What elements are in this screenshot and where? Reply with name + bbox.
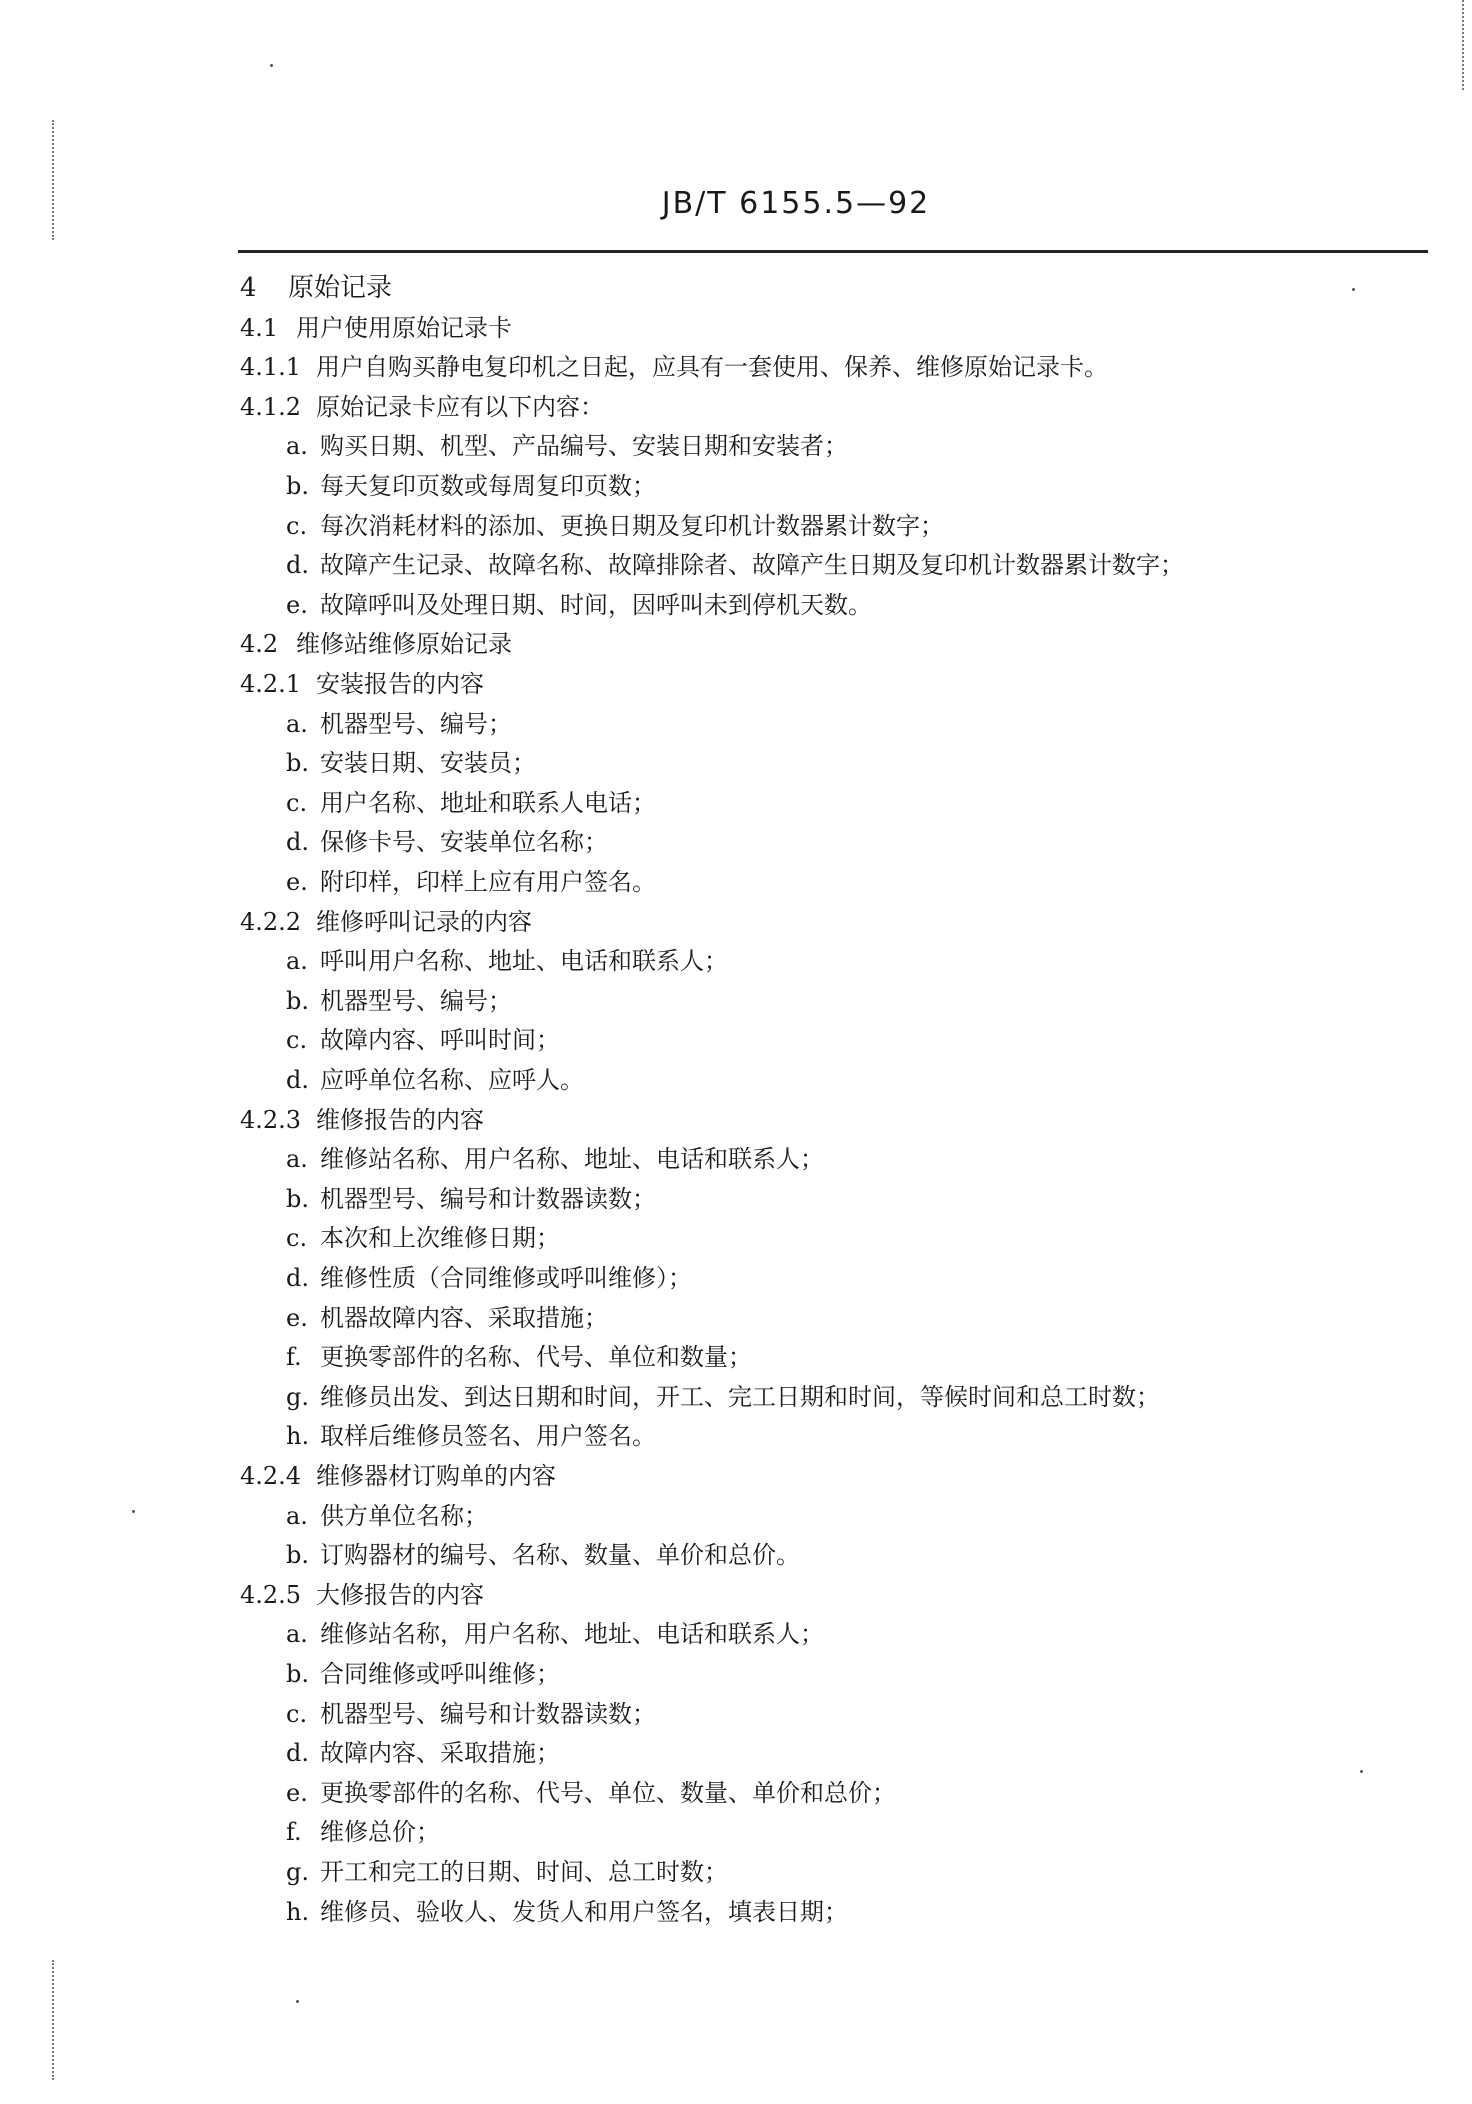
item-number: 4.1 xyxy=(240,314,279,342)
section-heading xyxy=(240,1575,484,1615)
item-text: 每天复印页数或每周复印页数； xyxy=(320,472,656,500)
item-text: 安装报告的内容 xyxy=(316,670,484,698)
scan-speck xyxy=(132,1510,135,1513)
item-number: d. xyxy=(286,1739,309,1767)
item-text: 附印样，印样上应有用户签名。 xyxy=(320,868,656,896)
item-text: 维修站名称，用户名称、地址、电话和联系人； xyxy=(320,1620,824,1648)
item-number: e. xyxy=(286,1304,308,1332)
item-text: 机器型号、编号； xyxy=(320,987,512,1015)
item-text: 机器故障内容、采取措施； xyxy=(320,1304,608,1332)
item-text: 机器型号、编号和计数器读数； xyxy=(320,1185,656,1213)
item-number: b. xyxy=(286,1660,309,1688)
list-item xyxy=(286,822,608,862)
list-item xyxy=(286,1416,656,1456)
item-number: 4.1.2 xyxy=(240,393,302,421)
list-item xyxy=(286,1377,1160,1417)
item-text: 购买日期、机型、产品编号、安装日期和安装者； xyxy=(320,432,848,460)
item-text: 用户使用原始记录卡 xyxy=(296,314,512,342)
list-item xyxy=(286,1614,824,1654)
item-text: 故障内容、呼叫时间； xyxy=(320,1026,560,1054)
item-number: d. xyxy=(286,828,309,856)
item-number: 4.2.4 xyxy=(240,1462,302,1490)
list-item xyxy=(286,1535,800,1575)
item-text: 原始记录卡应有以下内容： xyxy=(316,393,604,421)
item-number: d. xyxy=(286,551,309,579)
item-number: 4.2 xyxy=(240,630,279,658)
item-text: 每次消耗材料的添加、更换日期及复印机计数器累计数字； xyxy=(320,512,944,540)
list-item xyxy=(286,426,848,466)
list-item xyxy=(286,1852,728,1892)
item-number: 4.2.1 xyxy=(240,670,302,698)
list-item xyxy=(286,941,728,981)
list-item xyxy=(286,1733,560,1773)
list-item xyxy=(286,1892,848,1932)
item-number: 4.2.5 xyxy=(240,1581,302,1609)
item-text: 机器型号、编号； xyxy=(320,710,512,738)
scan-edge-marks xyxy=(52,1960,56,2080)
item-number: c. xyxy=(286,1700,308,1728)
item-number: a. xyxy=(286,1620,308,1648)
scan-speck xyxy=(270,64,273,67)
item-number: h. xyxy=(286,1422,310,1450)
item-number: d. xyxy=(286,1066,309,1094)
scan-edge-marks xyxy=(52,120,56,240)
list-item xyxy=(286,1298,608,1338)
item-number: b. xyxy=(286,1541,309,1569)
item-text: 机器型号、编号和计数器读数； xyxy=(320,1700,656,1728)
item-number: d. xyxy=(286,1264,309,1292)
list-item xyxy=(286,1496,488,1536)
item-text: 维修员、验收人、发货人和用户签名，填表日期； xyxy=(320,1898,848,1926)
item-number: b. xyxy=(286,749,309,777)
list-item xyxy=(286,704,512,744)
item-text: 呼叫用户名称、地址、电话和联系人； xyxy=(320,947,728,975)
item-number: c. xyxy=(286,789,308,817)
item-number: 4 xyxy=(240,273,257,303)
item-number: e. xyxy=(286,591,308,619)
list-item xyxy=(286,981,512,1021)
section-heading xyxy=(240,347,1108,387)
item-number: g. xyxy=(286,1383,309,1411)
item-text: 维修器材订购单的内容 xyxy=(316,1462,556,1490)
item-number: c. xyxy=(286,1224,308,1252)
item-text: 合同维修或呼叫维修； xyxy=(320,1660,560,1688)
section-heading xyxy=(240,664,484,704)
item-text: 维修站维修原始记录 xyxy=(296,630,512,658)
item-text: 故障呼叫及处理日期、时间，因呼叫未到停机天数。 xyxy=(320,591,872,619)
item-text: 维修总价； xyxy=(320,1818,440,1846)
item-text: 故障内容、采取措施； xyxy=(320,1739,560,1767)
item-text: 供方单位名称； xyxy=(320,1502,488,1530)
section-heading xyxy=(240,1456,556,1496)
item-number: 4.2.2 xyxy=(240,908,302,936)
list-item xyxy=(286,743,536,783)
item-text: 开工和完工的日期、时间、总工时数； xyxy=(320,1858,728,1886)
item-text: 应呼单位名称、应呼人。 xyxy=(320,1066,584,1094)
item-number: b. xyxy=(286,987,309,1015)
list-item xyxy=(286,1179,656,1219)
list-item xyxy=(286,862,656,902)
item-text: 原始记录 xyxy=(288,273,393,303)
item-number: f. xyxy=(286,1818,302,1846)
list-item xyxy=(286,506,944,546)
item-number: c. xyxy=(286,1026,308,1054)
item-number: a. xyxy=(286,1502,308,1530)
section-heading xyxy=(240,268,392,308)
list-item xyxy=(286,1654,560,1694)
item-number: 4.1.1 xyxy=(240,353,302,381)
item-text: 维修站名称、用户名称、地址、电话和联系人； xyxy=(320,1145,824,1173)
header-rule xyxy=(238,250,1428,253)
list-item xyxy=(286,466,656,506)
item-number: f. xyxy=(286,1343,302,1371)
item-number: b. xyxy=(286,1185,309,1213)
list-item xyxy=(286,1812,440,1852)
item-number: e. xyxy=(286,1779,308,1807)
item-text: 更换零部件的名称、代号、单位和数量； xyxy=(320,1343,752,1371)
item-text: 安装日期、安装员； xyxy=(320,749,536,777)
item-text: 故障产生记录、故障名称、故障排除者、故障产生日期及复印机计数器累计数字； xyxy=(320,551,1184,579)
standard-code-header: JB/T 6155.5—92 xyxy=(661,186,931,221)
list-item xyxy=(286,1139,824,1179)
list-item xyxy=(286,1337,752,1377)
list-item xyxy=(286,1773,896,1813)
item-text: 大修报告的内容 xyxy=(316,1581,484,1609)
item-number: c. xyxy=(286,512,308,540)
item-text: 维修员出发、到达日期和时间，开工、完工日期和时间，等候时间和总工时数； xyxy=(320,1383,1160,1411)
list-item xyxy=(286,1020,560,1060)
item-number: a. xyxy=(286,947,308,975)
section-heading xyxy=(240,1100,484,1140)
list-item xyxy=(286,585,872,625)
scan-speck xyxy=(296,2000,299,2003)
item-text: 维修性质（合同维修或呼叫维修）； xyxy=(320,1264,692,1292)
item-text: 本次和上次维修日期； xyxy=(320,1224,560,1252)
item-text: 更换零部件的名称、代号、单位、数量、单价和总价； xyxy=(320,1779,896,1807)
item-number: g. xyxy=(286,1858,309,1886)
item-text: 订购器材的编号、名称、数量、单价和总价。 xyxy=(320,1541,800,1569)
list-item xyxy=(286,545,1184,585)
item-text: 用户名称、地址和联系人电话； xyxy=(320,789,656,817)
item-number: a. xyxy=(286,432,308,460)
item-text: 用户自购买静电复印机之日起，应具有一套使用、保养、维修原始记录卡。 xyxy=(316,353,1108,381)
list-item xyxy=(286,1694,656,1734)
item-number: e. xyxy=(286,868,308,896)
list-item xyxy=(286,1258,692,1298)
item-number: a. xyxy=(286,710,308,738)
item-text: 保修卡号、安装单位名称； xyxy=(320,828,608,856)
item-text: 取样后维修员签名、用户签名。 xyxy=(320,1422,656,1450)
scan-speck xyxy=(1360,1770,1363,1773)
item-number: a. xyxy=(286,1145,308,1173)
section-heading xyxy=(240,308,512,348)
section-heading xyxy=(240,387,604,427)
item-text: 维修呼叫记录的内容 xyxy=(316,908,532,936)
section-heading xyxy=(240,902,532,942)
item-number: 4.2.3 xyxy=(240,1106,302,1134)
scan-edge-marks xyxy=(1462,0,1466,90)
list-item xyxy=(286,783,656,823)
item-number: h. xyxy=(286,1898,310,1926)
section-heading xyxy=(240,624,512,664)
item-text: 维修报告的内容 xyxy=(316,1106,484,1134)
list-item xyxy=(286,1218,560,1258)
item-number: b. xyxy=(286,472,309,500)
list-item xyxy=(286,1060,584,1100)
scan-speck xyxy=(1352,288,1355,291)
